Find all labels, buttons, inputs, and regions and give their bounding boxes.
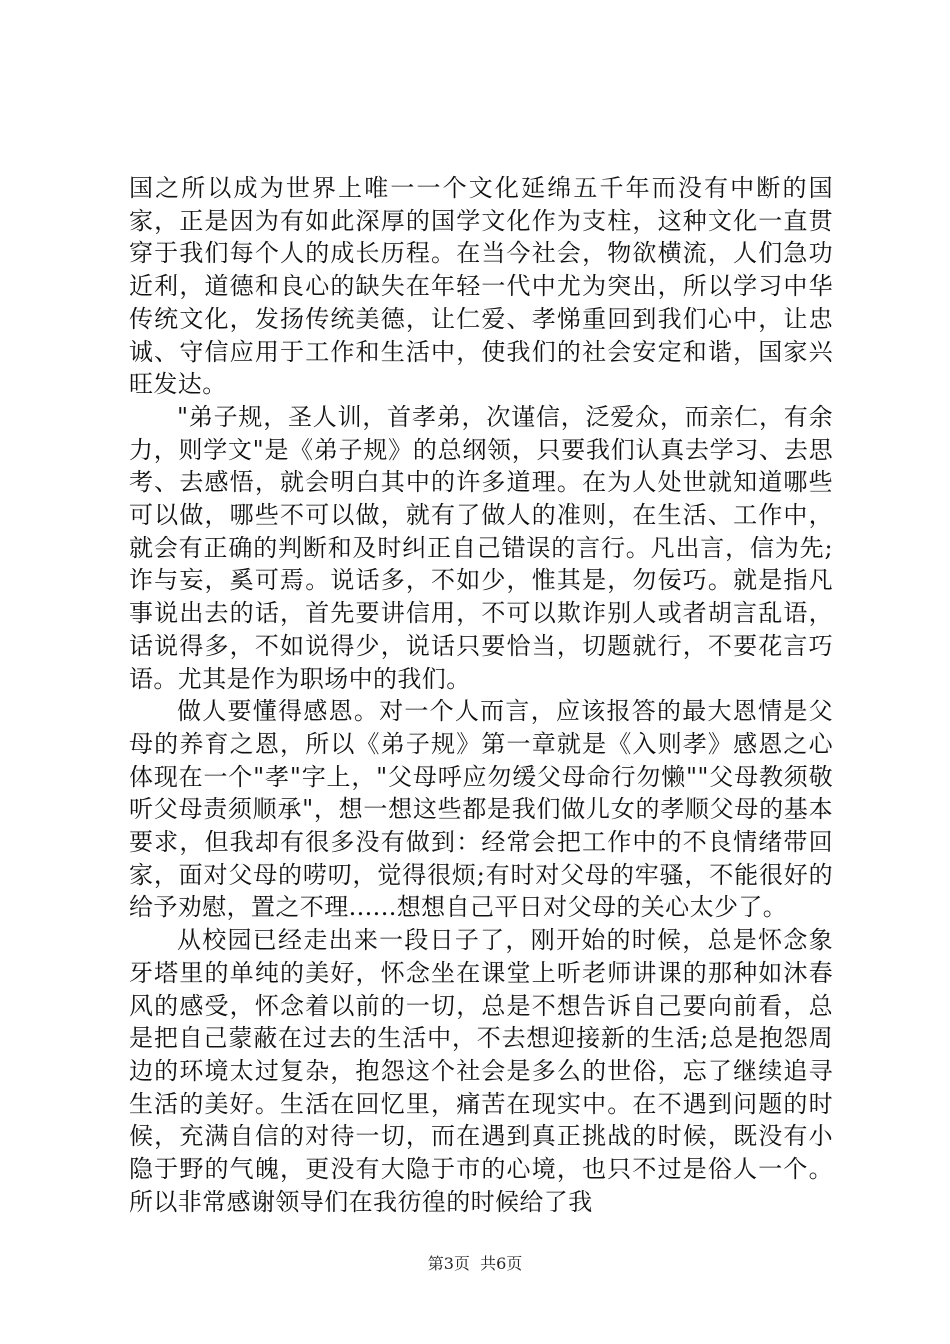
paragraph-2: "弟子规，圣人训，首孝弟，次谨信，泛爱众，而亲仁，有余力，则学文"是《弟子规》的总纲领，只要我们认真去学习、去思考、去感悟，就会明白其中的许多道理。在为人处世就知道哪些可以做，哪些不可以做，就有了做人的准则，在生活、工作中，就会有正确的判断和及时纠正自己错误的言行。凡出言，信为先;诈与妄，奚可焉。说话多，不如少，惟其是，勿佞巧。就是指凡事说出去的话，首先要讲信用，不可以欺诈别人或者胡言乱语，话说得多，不如说得少，说话只要恰当，切题就行，不要花言巧语。尤其是作为职场中的我们。 xyxy=(129,402,833,693)
paragraph-4: 从校园已经走出来一段日子了，刚开始的时候，总是怀念象牙塔里的单纯的美好，怀念坐在课堂上听老师讲课的那种如沐春风的感受，怀念着以前的一切，总是不想告诉自己要向前看，总是把自己蒙蔽在过去的生活中，不去想迎接新的生活;总是抱怨周边的环境太过复杂，抱怨这个社会是多么的世俗，忘了继续追寻生活的美好。生活在回忆里，痛苦在现实中。在不遇到问题的时候，充满自信的对待一切，而在遇到真正挑战的时候，既没有小隐于野的气魄，更没有大隐于市的心境，也只不过是俗人一个。所以非常感谢领导们在我彷徨的时候给了我 xyxy=(129,926,833,1216)
page-number: 第3页 xyxy=(427,1254,470,1273)
body-text xyxy=(129,172,833,1219)
page-footer xyxy=(0,1254,950,1274)
paragraph-3: 做人要懂得感恩。对一个人而言，应该报答的最大恩情是父母的养育之恩，所以《弟子规》第一章就是《入则孝》感恩之心体现在一个"孝"字上，"父母呼应勿缓父母命行勿懒""父母教须敬听父母责须顺承"，想一想这些都是我们做儿女的孝顺父母的基本要求，但我却有很多没有做到：经常会把工作中的不良情绪带回家，面对父母的唠叨，觉得很烦;有时对父母的牢骚，不能很好的给予劝慰，置之不理......想想自己平日对父母的关心太少了。 xyxy=(129,697,833,922)
paragraph-1: 国之所以成为世界上唯一一个文化延绵五千年而没有中断的国家，正是因为有如此深厚的国学文化作为支柱，这种文化一直贯穿于我们每个人的成长历程。在当今社会，物欲横流，人们急功近利，道德和良心的缺失在年轻一代中尤为突出，所以学习中华传统文化，发扬传统美德，让仁爱、孝悌重回到我们心中，让忠诚、守信应用于工作和生活中，使我们的社会安定和谐，国家兴旺发达。 xyxy=(129,174,833,399)
page-total: 共6页 xyxy=(480,1254,523,1273)
